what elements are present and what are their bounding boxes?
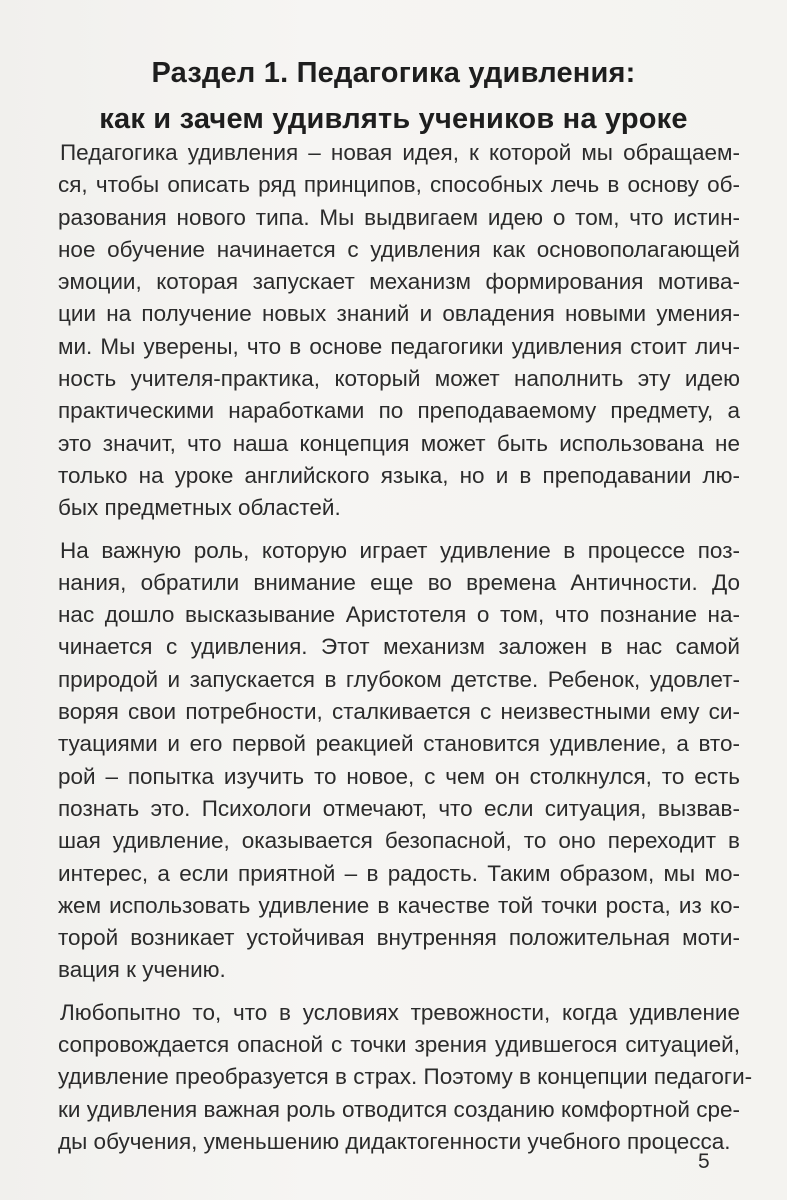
text-line: ции на получение новых знаний и овладения новыми умения- (58, 301, 740, 327)
section-title-line: Раздел 1. Педагогика удивления: (151, 57, 636, 89)
paragraph-2 (58, 535, 740, 987)
text-line: ность учителя-практика, который может наполнить эту идею (58, 366, 740, 392)
text-line: разования нового типа. Мы выдвигаем идею о том, что истин- (58, 204, 740, 230)
paragraph-3 (58, 997, 753, 1158)
page-number: 5 (698, 1150, 710, 1173)
text-line: ное обучение начинается с удивления как основополагающей (58, 236, 740, 262)
body-text (58, 137, 753, 1168)
text-line: Любопытно то, что в условиях тревожности, когда удивление (60, 999, 740, 1025)
text-line: познать это. Психологи отмечают, что если ситуация, вызвав- (58, 795, 740, 821)
text-line: ки удивления важная роль отводится созданию комфортной сре- (58, 1096, 740, 1122)
text-line: интерес, а если приятной – в радость. Таким образом, мы мо- (58, 860, 740, 886)
text-line: чинается с удивления. Этот механизм заложен в нас самой (58, 634, 740, 660)
text-line: нас дошло высказывание Аристотеля о том, что познание на- (58, 602, 740, 628)
text-line: Педагогика удивления – новая идея, к которой мы обращаем- (60, 140, 740, 165)
text-line: На важную роль, которую играет удивление в процессе поз- (60, 537, 740, 563)
text-line: бых предметных областей. (58, 495, 341, 521)
text-line: торой возникает устойчивая внутренняя положительная моти- (58, 925, 740, 951)
text-line: воряя свои потребности, сталкивается с неизвестными ему си- (58, 699, 740, 725)
text-line: природой и запускается в глубоком детстве. Ребенок, удовлет- (58, 666, 740, 692)
text-line: только на уроке английского языка, но и в преподавании лю- (58, 462, 740, 488)
text-line: жем использовать удивление в качестве той точки роста, из ко- (58, 892, 740, 918)
text-line: нания, обратили внимание еще во времена Античности. До (58, 569, 740, 595)
section-title-line: как и зачем удивлять учеников на уроке (99, 103, 688, 135)
text-line: туациями и его первой реакцией становится удивление, а вто- (58, 731, 740, 757)
text-line: ды обучения, уменьшению дидактогенности учебного процесса. (58, 1128, 731, 1154)
text-line: рой – попытка изучить то новое, с чем он столкнулся, то есть (58, 763, 740, 789)
text-line: удивление преобразуется в страх. Поэтому в концепции педагоги- (58, 1064, 753, 1090)
paragraph-1 (58, 137, 740, 525)
text-line: это значит, что наша концепция может быть использована не (58, 430, 740, 456)
section-title (40, 50, 747, 142)
text-line: ми. Мы уверены, что в основе педагогики удивления стоит лич- (58, 333, 740, 359)
text-line: вация к учению. (58, 957, 226, 983)
text-line: практическими наработками по преподаваемому предмету, а (58, 398, 740, 424)
text-line: эмоции, которая запускает механизм формирования мотива- (58, 269, 740, 295)
text-line: шая удивление, оказывается безопасной, то оно переходит в (58, 828, 740, 854)
text-line: сопровождается опасной с точки зрения удившегося ситуацией, (58, 1032, 740, 1058)
text-line: ся, чтобы описать ряд принципов, способных лечь в основу об- (58, 172, 740, 198)
